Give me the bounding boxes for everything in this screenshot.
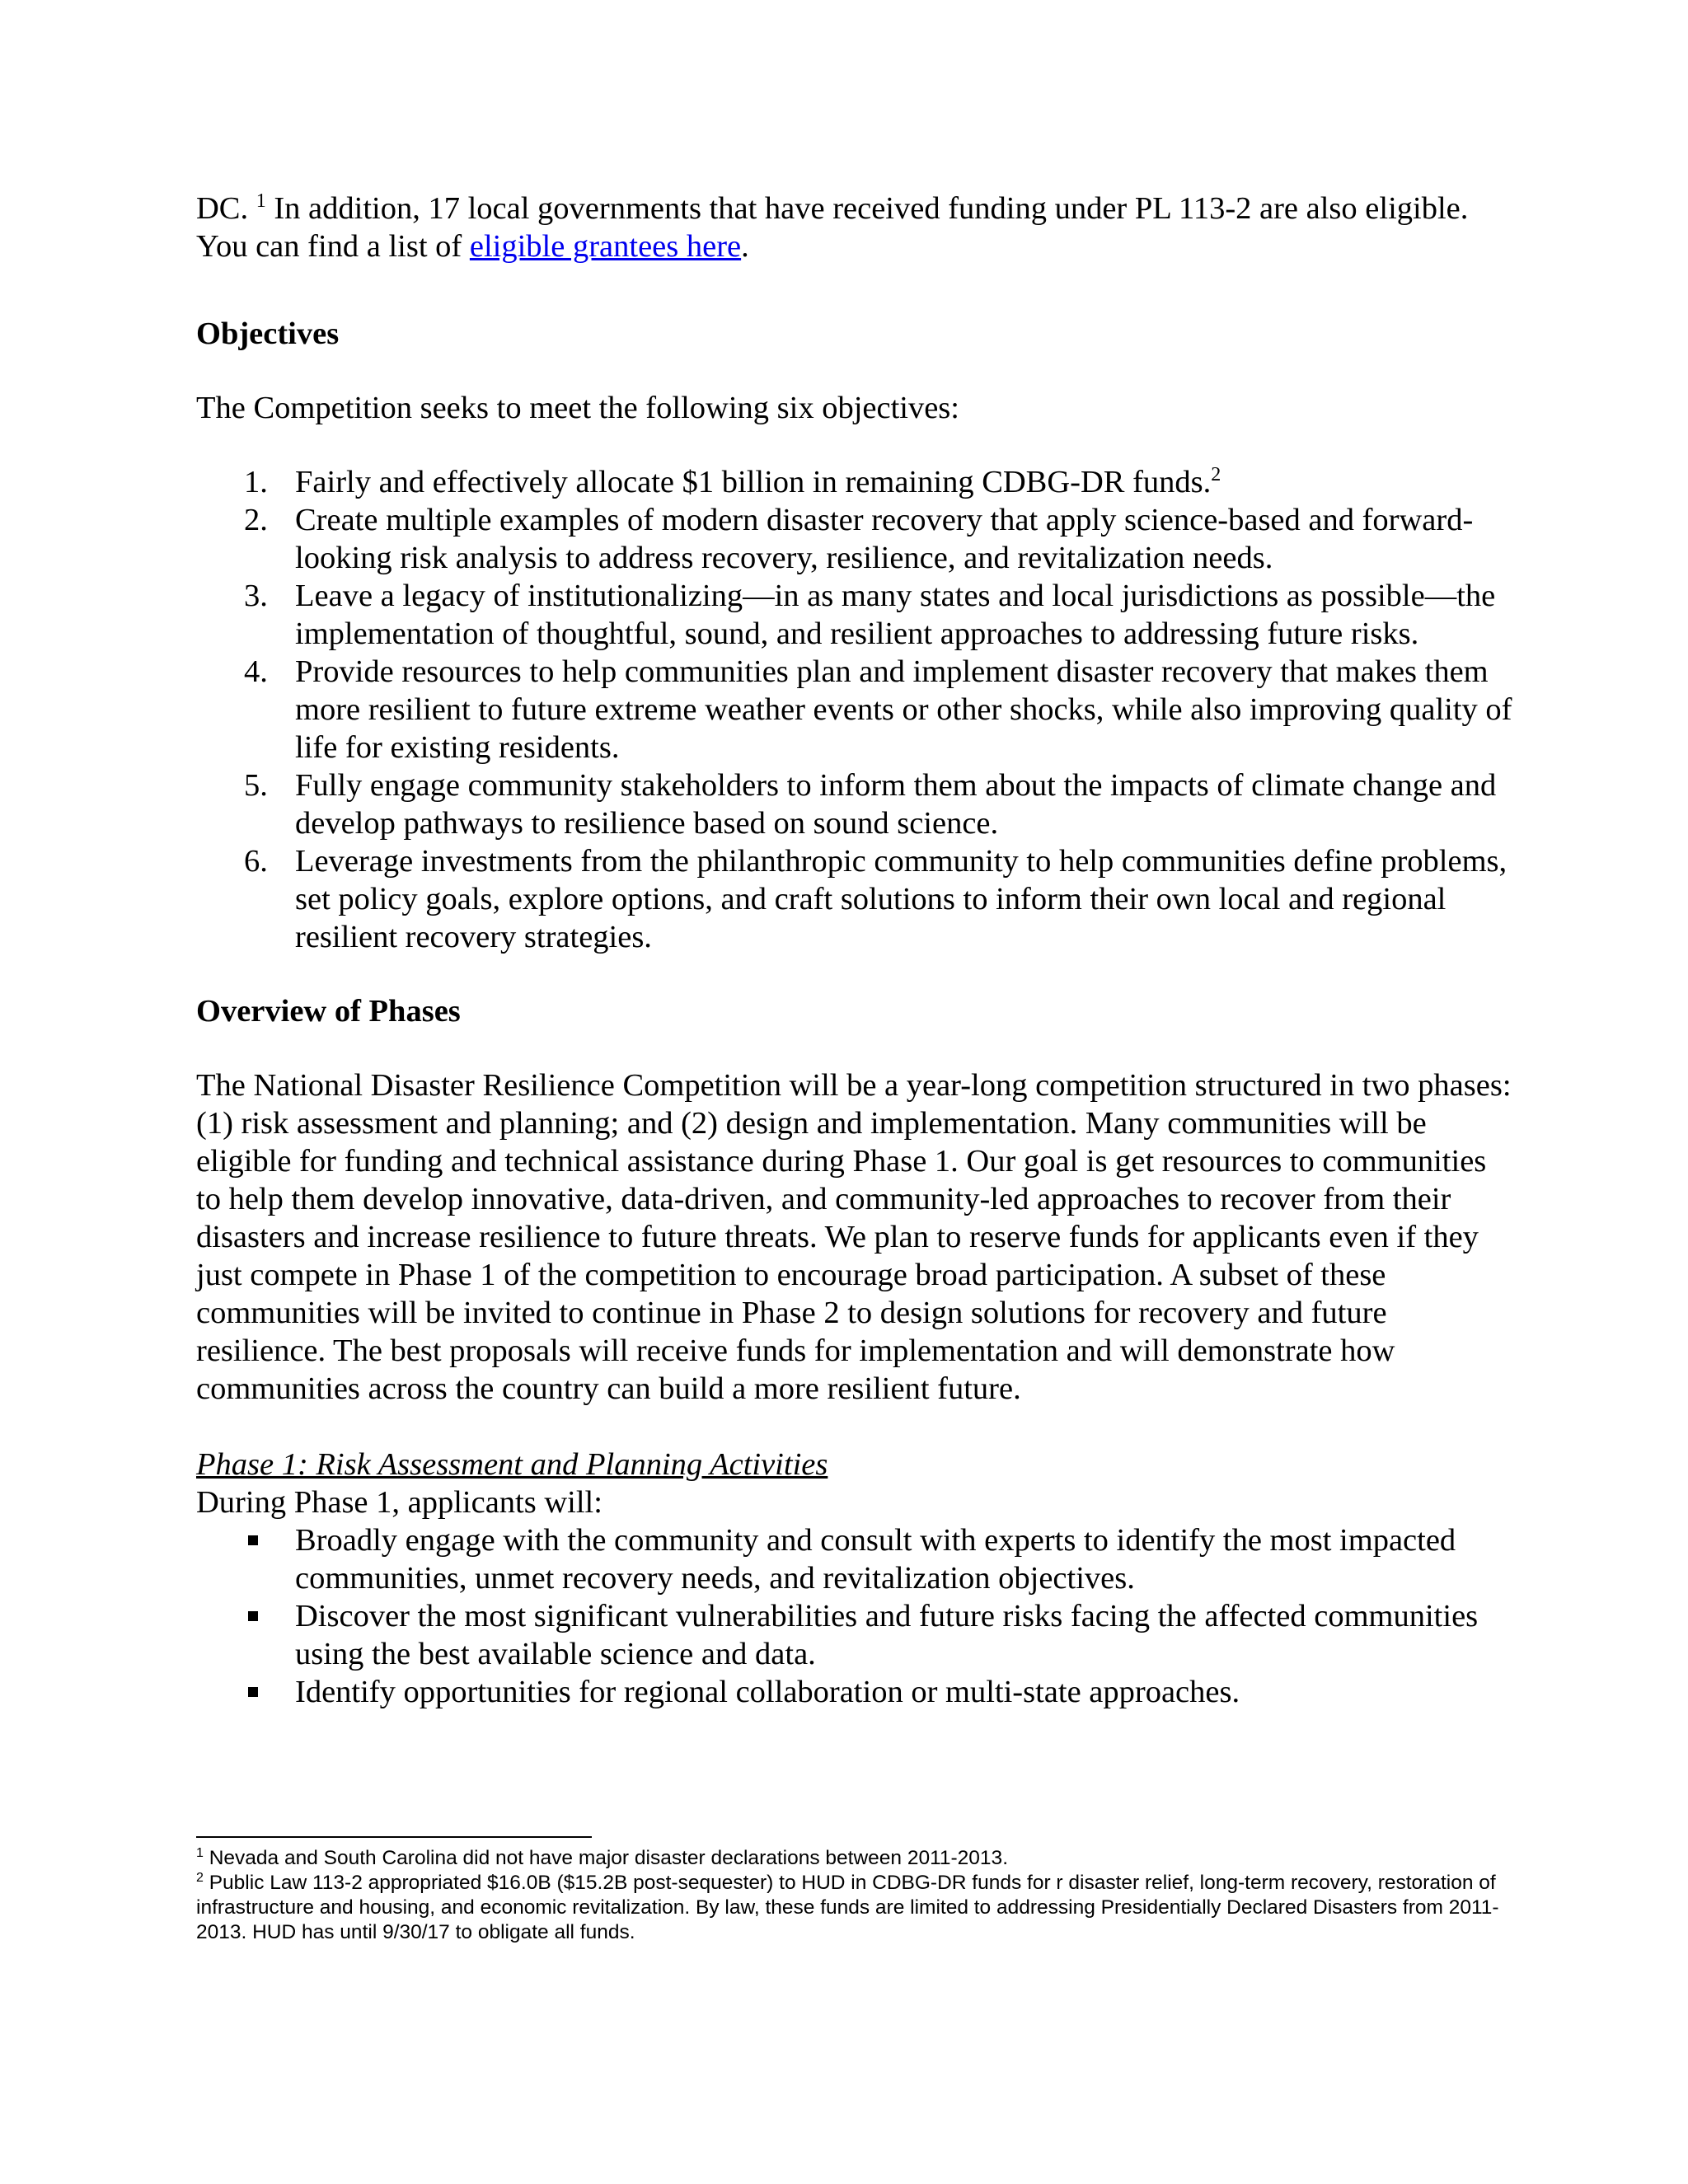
footnotes	[196, 1846, 1515, 1945]
objective-number: 3.	[244, 579, 268, 613]
activity-item	[196, 1673, 1515, 1711]
objectives-heading: Objectives	[196, 316, 340, 351]
objective-item	[196, 653, 1515, 766]
objective-item	[196, 842, 1515, 956]
objective-number: 1.	[244, 465, 268, 499]
objective-item	[196, 577, 1515, 653]
square-bullet-icon	[248, 1611, 258, 1621]
objective-number: 2.	[244, 503, 268, 537]
footnote-ref-1[interactable]: 1	[256, 190, 266, 213]
activity-text: Identify opportunities for regional collaboration or multi-state approaches.	[295, 1675, 1240, 1709]
objective-text: Fully engage community stakeholders to inform them about the impacts of climate change and develop pathways to resilience based on sound science.	[295, 768, 1497, 841]
objective-text: Leverage investments from the philanthropic community to help communities define problems, set policy goals, explore options, and craft solutions to inform their own local and regional resilient recovery strategies.	[295, 844, 1507, 954]
objective-number: 5.	[244, 768, 268, 803]
objective-text: Fairly and effectively allocate $1 billion in remaining CDBG-DR funds.	[295, 465, 1212, 499]
footnote-text-2: Public Law 113-2 appropriated $16.0B ($15.2B post-sequester) to HUD in CDBG-DR funds for r disaster relief, long-term recovery, restoration of infrastructure and housing, and economic revitalization. By law, these funds are limited to addressing Presidentially Declared Disasters from 2011-2013. HUD has until 9/30/17 to obligate all funds.	[196, 1872, 1499, 1943]
footnote-2	[196, 1871, 1515, 1945]
intro-paragraph	[196, 190, 1515, 265]
footnote-marker-1: 1	[196, 1845, 204, 1860]
footnote-marker-2: 2	[196, 1870, 204, 1885]
activity-item	[196, 1521, 1515, 1597]
intro-text-start: DC.	[196, 191, 256, 226]
objective-item	[196, 501, 1515, 577]
activity-item	[196, 1597, 1515, 1673]
footnote-1	[196, 1846, 1515, 1871]
square-bullet-icon	[248, 1535, 258, 1545]
objective-item	[196, 766, 1515, 842]
overview-paragraph: The National Disaster Resilience Competition will be a year-long competition structured in two phases: (1) risk assessment and planning; and (2) design and implementation. Many communities will be eligible for funding and technical assistance during Phase 1. Our goal is get resources to communities to help them develop innovative, data-driven, and community-led approaches to recover from their disasters and increase resilience to future threats. We plan to reserve funds for applicants even if they just compete in Phase 1 of the competition to encourage broad participation. A subset of these communities will be invited to continue in Phase 2 to design solutions for recovery and future resilience. The best proposals will receive funds for implementation and will demonstrate how communities across the country can build a more resilient future.	[196, 1068, 1512, 1406]
footnote-ref-2[interactable]: 2	[1211, 464, 1221, 486]
phase1-activities-list	[196, 1521, 1515, 1711]
objective-text: Create multiple examples of modern disaster recovery that apply science-based and forward-looking risk analysis to address recovery, resilience, and revitalization needs.	[295, 503, 1474, 575]
footnote-text-1: Nevada and South Carolina did not have major disaster declarations between 2011-2013.	[203, 1847, 1008, 1869]
objective-text: Leave a legacy of institutionalizing—in as many states and local jurisdictions as possible—the implementation of thoughtful, sound, and resilient approaches to addressing future risks.	[295, 579, 1496, 651]
square-bullet-icon	[248, 1687, 258, 1697]
objectives-list	[196, 463, 1515, 956]
eligible-grantees-link[interactable]: eligible grantees here	[469, 229, 742, 264]
objective-number: 6.	[244, 844, 268, 879]
overview-heading: Overview of Phases	[196, 994, 461, 1029]
document-page	[196, 190, 1515, 1711]
footnote-separator	[196, 1836, 592, 1838]
activity-text: Discover the most significant vulnerabilities and future risks facing the affected communities using the best available science and data.	[295, 1599, 1479, 1671]
intro-text-middle: In addition, 17 local governments that have received funding under PL 113-2 are also eligible. You can find a list of	[196, 191, 1469, 264]
phase1-title: Phase 1: Risk Assessment and Planning Activities	[196, 1447, 828, 1482]
objective-item	[196, 463, 1515, 501]
activity-text: Broadly engage with the community and consult with experts to identify the most impacted communities, unmet recovery needs, and revitalization objectives.	[295, 1523, 1456, 1596]
objective-text: Provide resources to help communities plan and implement disaster recovery that makes them more resilient to future extreme weather events or other shocks, while also improving quality of life for existing residents.	[295, 654, 1512, 765]
intro-text-end: .	[741, 229, 749, 264]
objectives-lead: The Competition seeks to meet the following six objectives:	[196, 391, 959, 425]
phase1-lead: During Phase 1, applicants will:	[196, 1485, 603, 1520]
objective-number: 4.	[244, 654, 268, 689]
